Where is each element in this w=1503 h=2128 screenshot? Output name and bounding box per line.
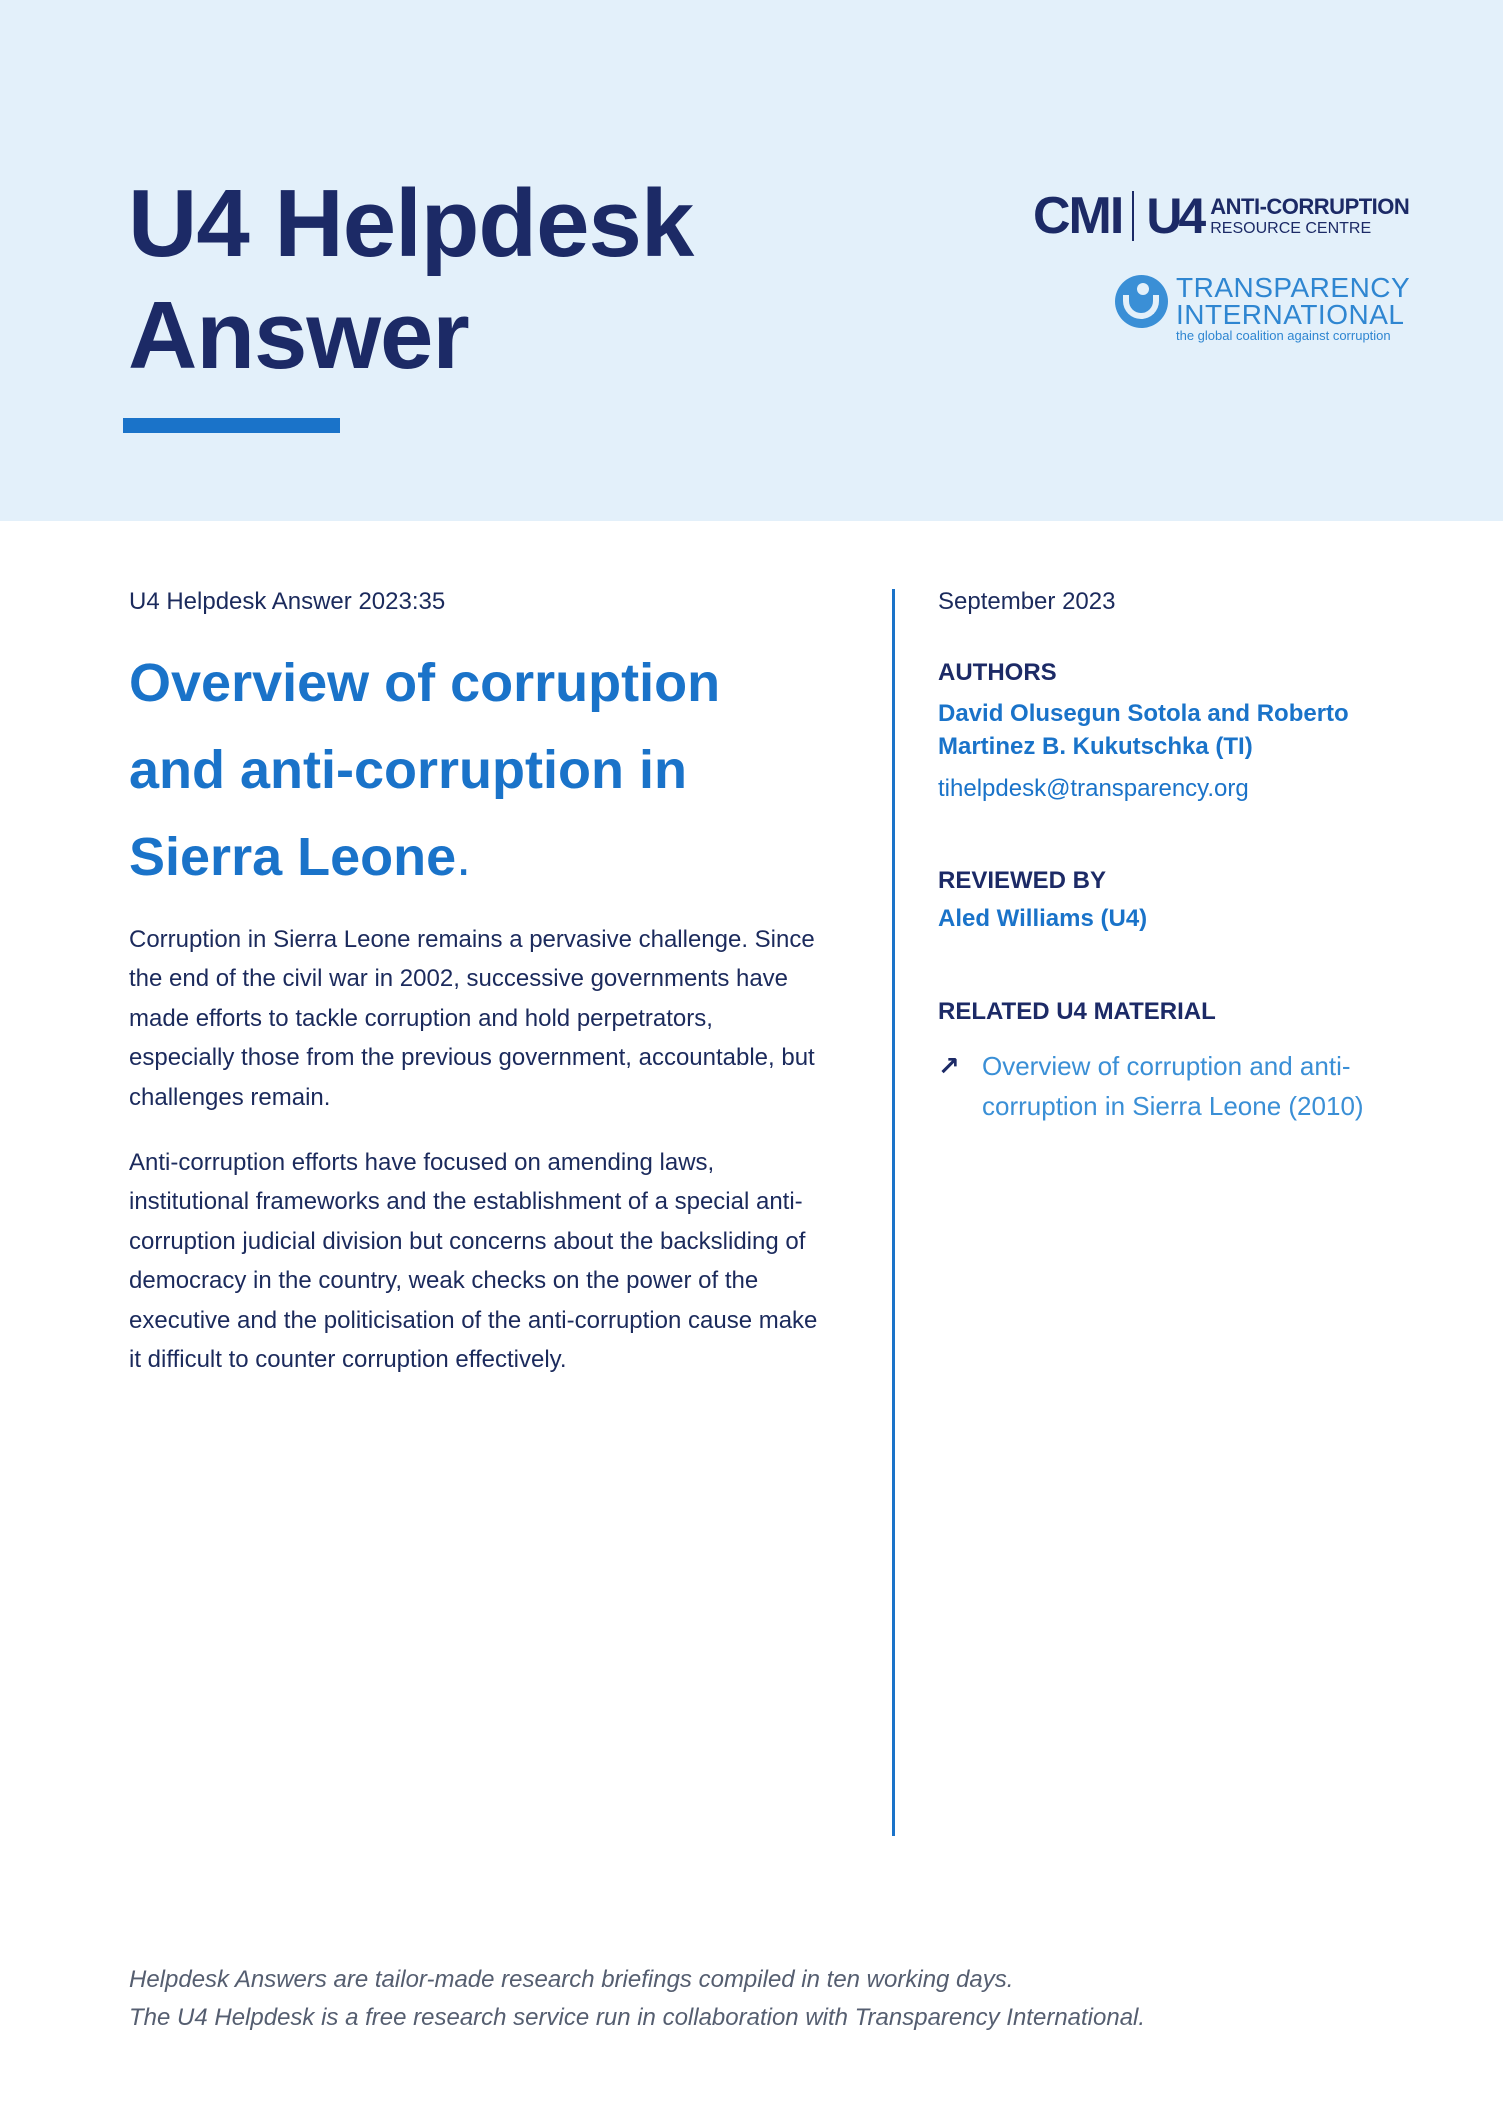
document-title: Overview of corruption and anti-corruption in Sierra Leone.: [129, 653, 721, 887]
authors: David Olusegun Sotola and Roberto Martinez B. Kukutschka (TI): [938, 700, 1349, 760]
cmi-u4-logo: [1033, 188, 1409, 244]
authors-label: AUTHORS: [938, 659, 1057, 686]
reviewed-by-label: REVIEWED BY: [938, 867, 1107, 894]
reviewer: Aled Williams (U4): [938, 905, 1148, 932]
transparency-international-icon: [1115, 275, 1168, 328]
footer-note: [129, 1961, 1329, 2037]
transparency-international-logo: [1115, 272, 1411, 343]
ti-logo-text: TRANSPARENCY INTERNATIONAL the global coalition against corruption: [1176, 272, 1411, 343]
related-material-item[interactable]: [938, 1046, 1382, 1126]
abstract-paragraph: Corruption in Sierra Leone remains a pervasive challenge. Since the end of the civil war in 2002, successive governments have made efforts to tackle corruption and hold perpetrators, especially those from the previous government, accountable, but challenges remain.: [129, 926, 815, 1111]
cmi-logo-text: CMI: [1033, 187, 1123, 245]
contact-email-link[interactable]: tihelpdesk@transparency.org: [938, 775, 1249, 802]
page-title: U4 Helpdesk Answer: [128, 170, 694, 389]
title-underline: [123, 418, 340, 433]
abstract: [129, 920, 819, 1405]
related-material-link[interactable]: Overview of corruption and anti-corruption in Sierra Leone (2010): [982, 1051, 1364, 1121]
related-material-label: RELATED U4 MATERIAL: [938, 998, 1216, 1025]
column-divider: [892, 589, 895, 1836]
series-number: U4 Helpdesk Answer 2023:35: [129, 588, 446, 615]
footer-line: Helpdesk Answers are tailor-made research briefings compiled in ten working days.: [129, 1966, 1014, 1993]
abstract-paragraph: Anti-corruption efforts have focused on amending laws, institutional frameworks and the establishment of a special anti-corruption judicial division but concerns about the backsliding of democracy in the country, weak checks on the power of the executive and the politicisation of the anti-corruption cause make it difficult to counter corruption effectively.: [129, 1149, 818, 1374]
publication-date: September 2023: [938, 588, 1116, 615]
u4-logo-text: ANTI-CORRUPTION RESOURCE CENTRE: [1210, 193, 1410, 237]
header-banner: [0, 0, 1503, 521]
logo-divider: [1132, 191, 1134, 241]
arrow-up-right-icon: ↗: [938, 1051, 960, 1081]
footer-line: The U4 Helpdesk is a free research service run in collaboration with Transparency International.: [129, 2004, 1146, 2031]
u4-logo-mark: U4: [1146, 188, 1203, 244]
